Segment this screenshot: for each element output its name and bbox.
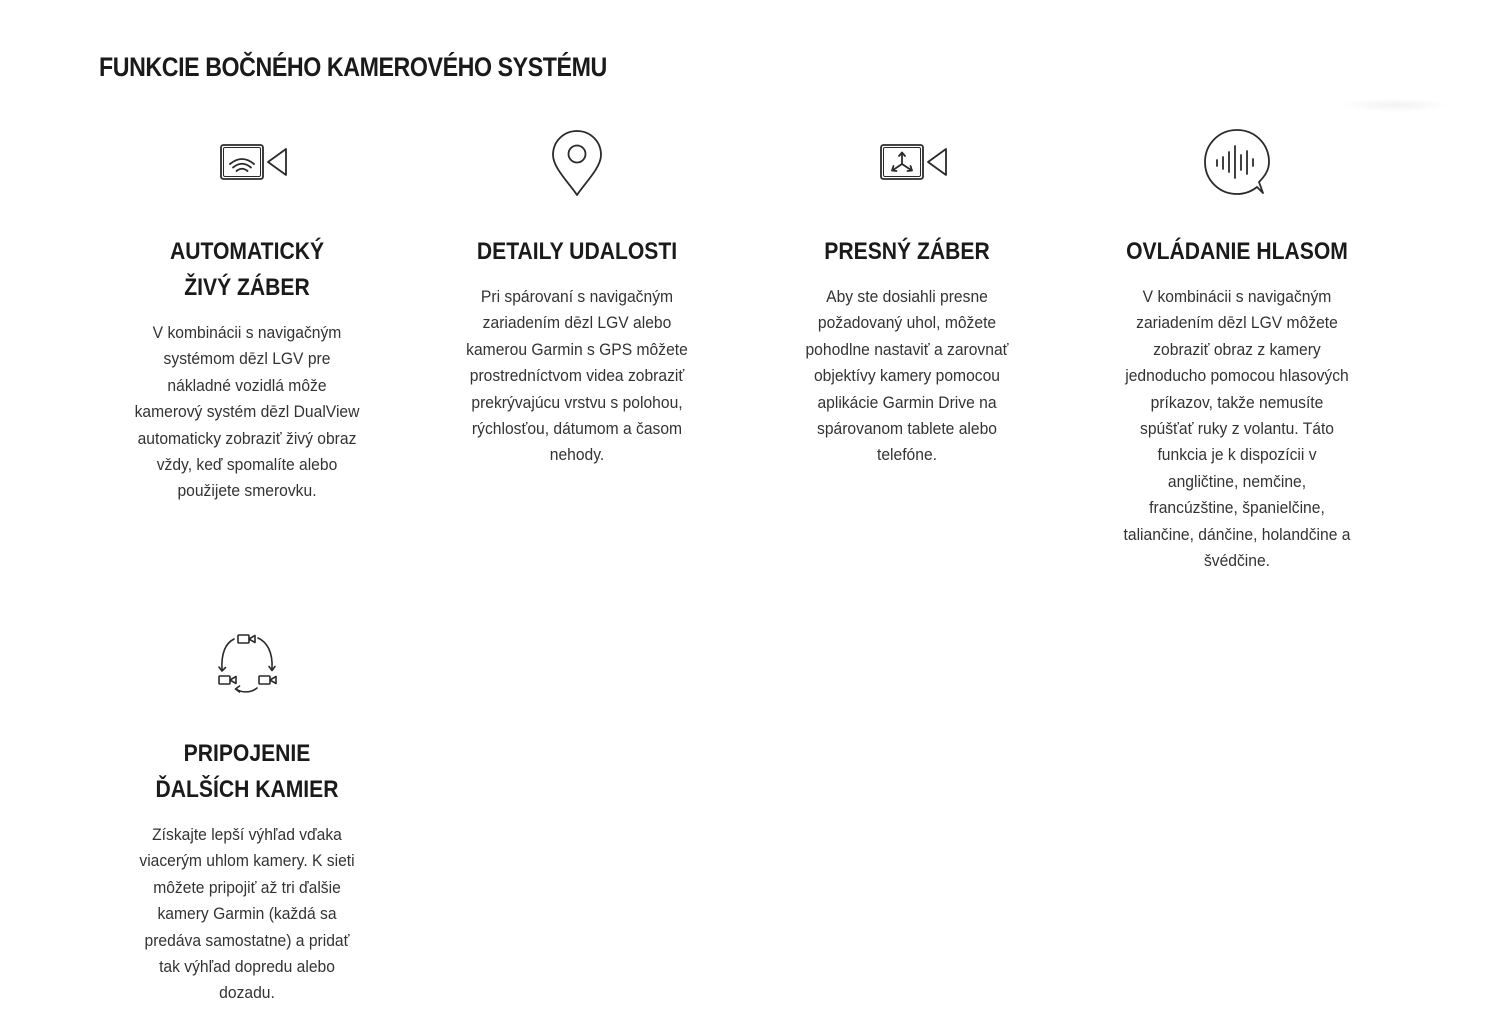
feature-title: PRESNÝ ZÁBER <box>824 238 990 265</box>
feature-description: Pri spárovaní s navigačným zariadením dēzl LGV alebo kamerou Garmin s GPS môžete prostredníctvom videa zobraziť prekrývajúcu vrstvu s polohou, rýchlosťou, dátumom a časom nehody. <box>466 287 688 465</box>
camera-angle-icon <box>867 122 947 202</box>
feature-auto-live-view <box>117 122 377 505</box>
feature-title: PRIPOJENIE ĎALŠÍCH KAMIER <box>155 740 339 803</box>
feature-precise-view <box>777 122 1037 469</box>
voice-control-icon <box>1197 122 1277 202</box>
section-title: FUNKCIE BOČNÉHO KAMEROVÉHO SYSTÉMU <box>99 52 607 82</box>
feature-title: OVLÁDANIE HLASOM <box>1126 238 1348 265</box>
feature-voice-control <box>1107 122 1367 574</box>
feature-description: Aby ste dosiahli presne požadovaný uhol, môžete pohodlne nastaviť a zarovnať objektívy kamery pomocou aplikácie Garmin Drive na spárovanom tablete alebo telefóne. <box>805 287 1009 465</box>
feature-description: Získajte lepší výhľad vďaka viacerým uhlom kamery. K sieti môžete pripojiť až tri ďalšie kamery Garmin (každá sa predáva samostatne) a pridať tak výhľad dopredu alebo dozadu. <box>139 825 355 1003</box>
feature-description: V kombinácii s navigačným zariadením dēzl LGV môžete zobraziť obraz z kamery jednoducho pomocou hlasových príkazov, takže nemusíte spúšťať ruky z volantu. Táto funkcia je k dispozícii v angličtine, nemčine, francúzštine, španielčine, taliančine, dánčine, holandčine a švédčine. <box>1123 287 1351 571</box>
decorative-shadow <box>1340 98 1450 112</box>
feature-description: V kombinácii s navigačným systémom dēzl LGV pre nákladné vozidlá môže kamerový systém dēzl DualView automaticky zobraziť živý obraz vždy, keď spomalíte alebo použijete smerovku. <box>134 323 360 501</box>
feature-title: AUTOMATICKÝ ŽIVÝ ZÁBER <box>169 238 325 301</box>
wireless-camera-icon <box>207 122 287 202</box>
feature-additional-cameras <box>117 624 377 1007</box>
feature-event-details <box>447 122 707 469</box>
multi-camera-network-icon <box>207 624 287 704</box>
feature-title: DETAILY UDALOSTI <box>476 238 678 265</box>
location-pin-icon <box>537 122 617 202</box>
